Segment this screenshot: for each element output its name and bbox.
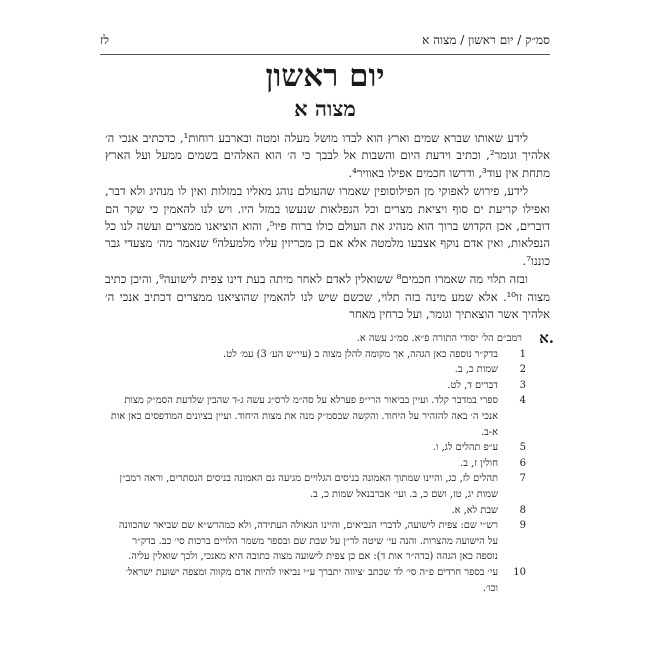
footnote-number: 4 [519, 395, 526, 407]
page-header [100, 33, 550, 53]
footnote-text: תהלים לז, כג, והיינו שמתוך האמונה בניסים הגלויים מגיעה גם האמונה בניסים הנסתרים, וראה רמב״ן שמות יג, טז, ושם כ, ב. ועי׳ אברבנאל שמות כ, ב. [119, 473, 498, 500]
footnote [110, 393, 526, 440]
section-subtitle: מצוה א [294, 96, 356, 121]
footnote-number: 1 [519, 348, 526, 360]
footnote [110, 471, 526, 502]
page-number: לז [100, 33, 109, 47]
footnote [110, 362, 526, 378]
footnote-text: רש״י שם: צפית לישועה, לדברי הנביאים, והיינו הגאולה העתידה, ולא כמהרש״א שם שביאר שהכוונה על הישועה מהצרות. והנה עי׳ שיטה לר״ן על שבת שם ובספר משמר הלויים ברכות סי׳ כב. בדק״ר נוספה כאן הגהה (בדה״ר אות ד): אם כן צפית לישועה מצוה כתובה היא מאנכי, ולכך שואלין עליה. [118, 520, 498, 563]
footnote [110, 503, 526, 519]
paragraph: לידע שאותו שברא שמים וארץ הוא לבדו מושל מעלה ומטה ובארבע רוחות¹, כדכתיב אנכי ה׳ אלהיך וגומר², וכתיב וידעת היום והשבות אל לבבך כי ה׳ הוא האלהים בשמים ממעל ועל הארץ מתחת אין עוד³, ודרשו חכמים אפילו באוויר⁴. [105, 131, 551, 180]
main-text [105, 130, 550, 324]
footnote-text: חולין ז, ב. [460, 457, 498, 469]
footnote-text: ספרי במדבר קלד. ועיין בביאור הרי״פ פערלא על סה״מ לרס״ג עשה ג-ד שהבין שלדעת הסמ״ק מצות אנכי ה׳ באה להזהיר על היחוד. והקשה שבסמ״ק מנה את מצות היחוד. ועיין בציונים המודפסים כאן אות א-ב. [110, 395, 498, 438]
footnote-number: 5 [519, 442, 526, 454]
paragraph: לידע, פירוש לאפוקי מן הפילוסופין שאמרו שהעולם נוהג מאליו במזלות ואין לו מנהיג ולא דבר, ואפילו קריעת ים סוף ויציאת מצרים וכל הנפלאות שנעשו במזל היו. ויש לנו להאמין כי שקר הם דוברים, אכן הקדוש ברוך הוא מנהיג את העולם כולו ברוח פיו⁵, והוא הוציאנו ממצרים ועשה לנו כל הנפלאות, ואין אדם נוקף אצבעו מלמטה אלא אם כן מכריזין עליו מלמעלה⁶ שנאמר מה׳ מצעדי גבר כוננו⁷. [105, 184, 551, 268]
footnote-text: דברים ד, לט. [447, 379, 498, 391]
notes-mark: א. [539, 329, 554, 347]
footnote-number: 6 [519, 457, 526, 469]
footnotes [110, 331, 526, 596]
footnote-text: שמות כ, ב. [454, 364, 498, 376]
footnote-number: 10 [513, 566, 526, 578]
footnote [110, 331, 522, 347]
footnote-number: 2 [519, 364, 526, 376]
footnote [110, 440, 526, 456]
running-head: סמ״ק / יום ראשון / מצוה א [422, 33, 550, 47]
footnote-text: רמב״ם הל׳ יסודי התורה פ״א. סמ״ג עשה א. [356, 333, 522, 344]
page-title: יום ראשון [265, 58, 385, 94]
footnote-text: בדק״ר נוספה כאן הגהה, אך מקומה להלן מצוה ב (עיי״ש הע׳ 3) עמ׳ לט. [223, 348, 498, 360]
footnote-text: עי׳ בספר חרדים פ״ה סי׳ לד שכתב ׳ציווה יתברך ע״י נביאיו להיות אדם מקווה ומצפה ישועת ישראל׳ וכו׳. [125, 566, 498, 594]
footnote-number: 8 [519, 504, 526, 516]
footnote-number: 7 [519, 473, 526, 485]
footnote [110, 347, 526, 363]
footnote-text: ע״פ תהלים לג, ו. [432, 442, 498, 454]
footnote [110, 518, 526, 565]
footnote-text: שבת לא, א. [451, 504, 498, 516]
footnote [110, 378, 526, 394]
header-rule [100, 54, 550, 55]
paragraph: ובזה תלוי מה שאמרו חכמים⁸ ששואלין לאדם לאחר מיתה בעת דינו צפית לישועה⁹, והיכן כתיב מצוה זו¹⁰. אלא שמע מינה בזה תלוי, שכשם שיש לנו להאמין שהוציאנו ממצרים דכתיב אנכי ה׳ אלהיך אשר הוצאתיך וגומר, ועל כרחין מאחר [105, 272, 550, 322]
footnote-number: 3 [519, 379, 526, 391]
footnote [110, 565, 526, 596]
footnote [110, 456, 526, 472]
footnote-number: 9 [519, 520, 526, 532]
